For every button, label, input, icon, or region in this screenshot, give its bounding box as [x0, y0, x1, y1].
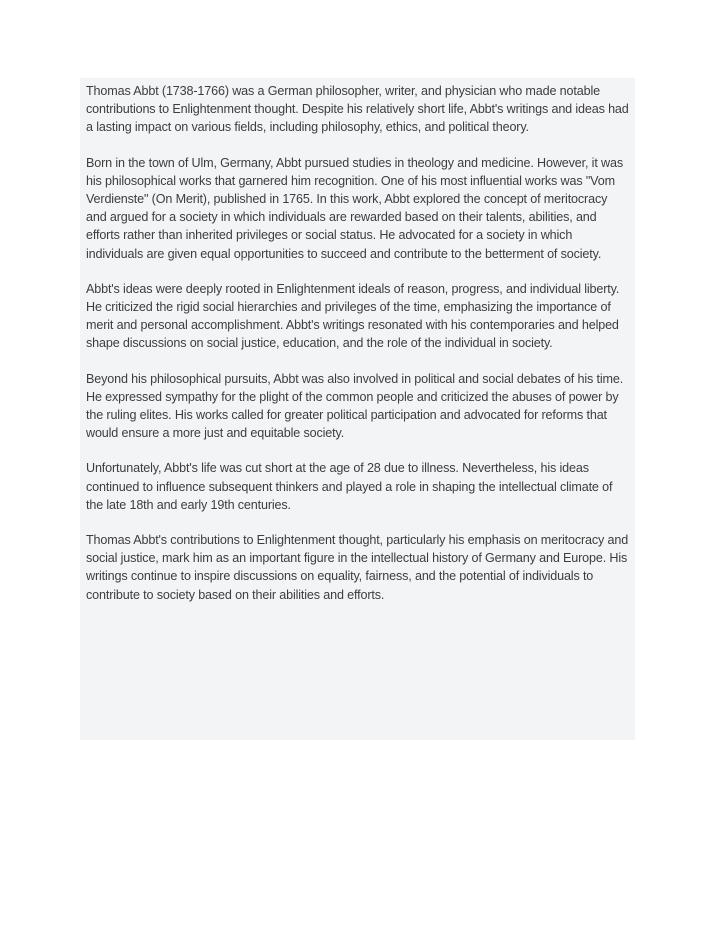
paragraph-early-life: Born in the town of Ulm, Germany, Abbt pursued studies in theology and medicine. However, it was his philosophical works that garnered him recognition. One of his most influential works was "Vom Verdienste" (On Merit), published in 1765. In this work, Abbt explored the concept of meritocracy and argued for a society in which individuals are rewarded based on their talents, abilities, and efforts rather than inherited privileges or social status. He advocated for a society in which individuals are given equal opportunities to succeed and contribute to the betterment of society.: [86, 155, 623, 261]
paragraph-politics: Beyond his philosophical pursuits, Abbt was also involved in political and social debates of his time. He expressed sympathy for the plight of the common people and criticized the abuses of power by the ruling elites. His works called for greater political participation and advocated for reforms that would ensure a more just and equitable society.: [86, 371, 624, 441]
paragraph-intro: Thomas Abbt (1738-1766) was a German philosopher, writer, and physician who made notable contributions to Enlightenment thought. Despite his relatively short life, Abbt's writings and ideas had a lasting impact on various fields, including philosophy, ethics, and political theory.: [86, 84, 629, 135]
paragraph-legacy: Thomas Abbt's contributions to Enlightenment thought, particularly his emphasis on meritocracy and social justice, mark him as an important figure in the intellectual history of Germany and Europe. His writings continue to inspire discussions on equality, fairness, and the potential of individuals to contribute to society based on their abilities and efforts.: [86, 533, 629, 602]
text-block: [80, 78, 635, 740]
paragraph-death: Unfortunately, Abbt's life was cut short at the age of 28 due to illness. Nevertheless, his ideas continued to influence subsequent thinkers and played a role in shaping the intellectual climate of the late 18th and early 19th centuries.: [86, 461, 613, 512]
paragraph-ideas: Abbt's ideas were deeply rooted in Enlightenment ideals of reason, progress, and individual liberty. He criticized the rigid social hierarchies and privileges of the time, emphasizing the importance of merit and personal accomplishment. Abbt's writings resonated with his contemporaries and helped shape discussions on social justice, education, and the role of the individual in society.: [86, 281, 620, 351]
